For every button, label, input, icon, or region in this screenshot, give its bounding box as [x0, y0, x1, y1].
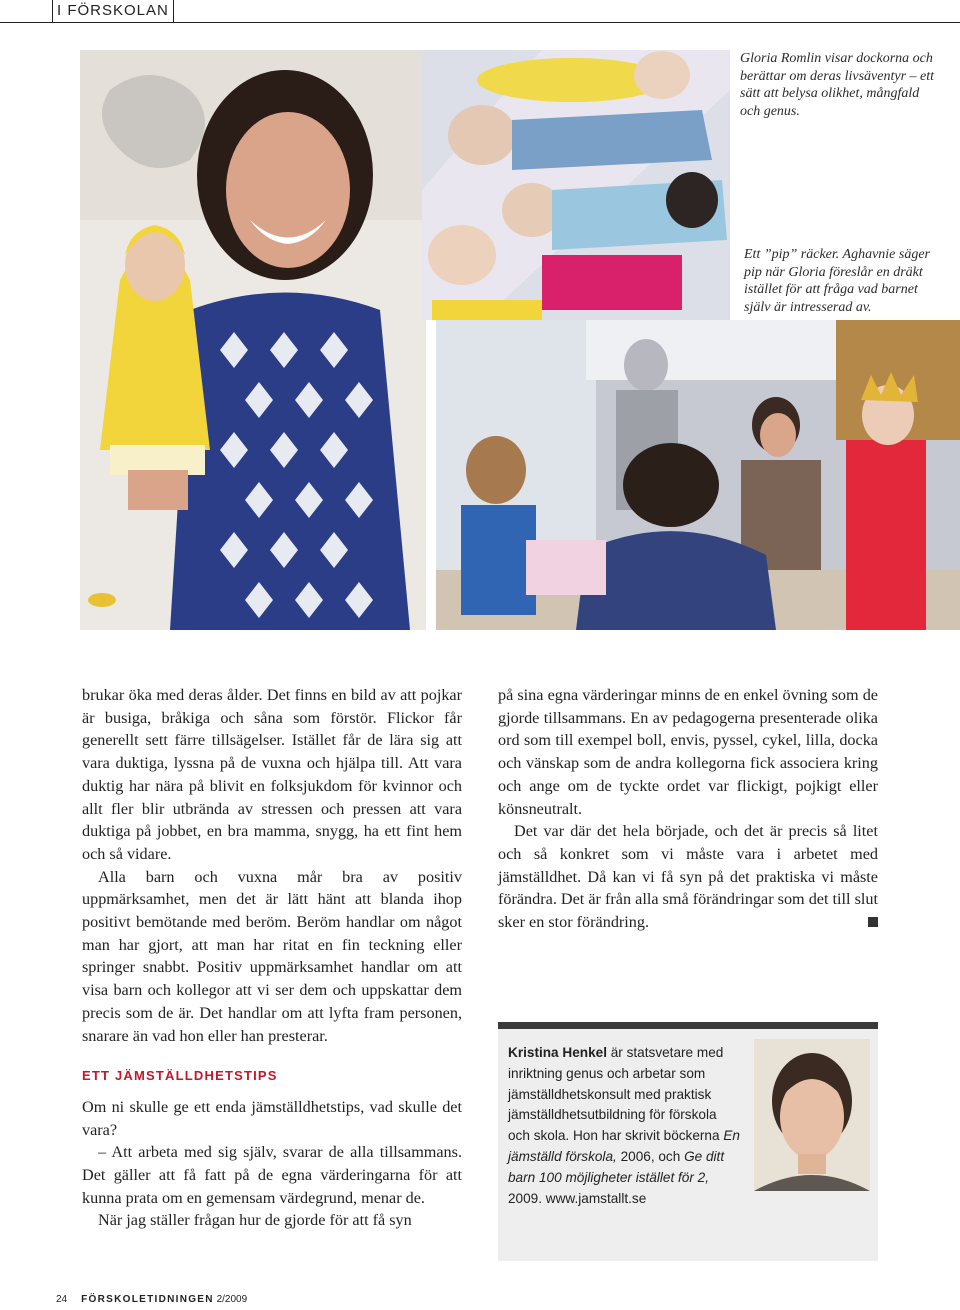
caption-middle: Ett ”pip” räcker. Aghavnie säger pip när Gloria föreslår en dräkt istället för att fråga vad barnet själv är intresserad av.: [744, 247, 931, 315]
paragraph: Alla barn och vuxna mår bra av positiv uppmärksamhet, men det är lätt hänt att blanda ihop positivt bemötande med beröm. Beröm handlar om något man har gjort, att man har ritat en fin teckning eller springer snabbt. Positiv uppmärksamhet handlar om att visa barn och kollegor att vi ser dem och uppskattar dem precis som de är. Det handlar om att lyfta fram personen, snarare än vad hon eller han presterar.: [82, 867, 462, 1045]
photo-dolls: [422, 50, 730, 320]
author-bio: [508, 1043, 740, 1209]
section-tag: I FÖRSKOLAN: [52, 0, 174, 22]
paragraph: [498, 820, 878, 934]
page-number: 24: [56, 1294, 68, 1305]
page-footer: [56, 1294, 247, 1305]
subheading: ETT JÄMSTÄLLDHETSTIPS: [82, 1068, 278, 1084]
column-right: [498, 684, 878, 934]
photo-woman-with-doll: [80, 50, 426, 630]
author-fact-box: [498, 1022, 878, 1261]
bio-text: 2006, och: [616, 1148, 685, 1164]
end-mark-icon: [868, 917, 878, 927]
paragraph: på sina egna värderingar minns de en enkel övning som de gjorde tillsammans. En av pedagogerna presenterade olika ord som till exempel boll, envis, pyssel, cykel, lilla, docka och vänskap som de andra kollegorna fick associera kring och ange om de tyckte ordet var flickigt, pojkigt eller könsneutralt.: [498, 686, 878, 818]
paragraph: När jag ställer frågan hur de gjorde för att få syn: [98, 1211, 412, 1230]
paragraph: – Att arbeta med sig själv, svarar de alla tillsammans. Det gäller att få fatt på de egna värderingarna för att kunna prata om en gemensam värdegrund, menar de.: [82, 1143, 462, 1207]
book-title: Ge ditt barn 100 möjligheter istället för 2,: [508, 1148, 725, 1185]
column-left: [82, 684, 462, 1232]
photo-classroom: [436, 320, 960, 630]
magazine-name: FÖRSKOLETIDNINGEN: [81, 1294, 214, 1305]
author-portrait: [754, 1039, 870, 1191]
issue-number: 2/2009: [216, 1294, 248, 1305]
paragraph-text: Det var där det hela började, och det är precis så litet och så konkret som vi måste vara i arbetet med jämställdhet. Då kan vi få syn på det praktiska vi måste förändra. Det är från alla små förändringar som det till slut sker en stor förändring.: [498, 822, 878, 932]
question-paragraph: Om ni skulle ge ett enda jämställdhetstips, vad skulle det vara?: [82, 1097, 462, 1139]
bio-text: är statsvetare med inriktning genus och arbetar som jämställdhetskonsult med praktisk jämställdhetsutbildning för förskola och skola. Hon har skrivit böckerna: [508, 1045, 724, 1144]
caption-top: Gloria Romlin visar dockorna och berättar om deras livsäventyr – ett sätt att belysa olikhet, mångfald och genus.: [740, 51, 935, 119]
book-title: En jämställd förskola,: [508, 1128, 740, 1164]
bio-text: 2009. www.jamstallt.se: [508, 1190, 647, 1206]
paragraph: brukar öka med deras ålder. Det finns en bild av att pojkar är busiga, bråkiga och såna som förstör. Flickor får generellt sett färre tillsägelser. Istället får de lära sig att vara duktiga, lyssna på de vuxna och hjälpa till. Att vara duktig har nära på blivit en folksjukdom för kvinnor och allt fler blir utbrända av stressen och pressen att vara duktiga på jobbet, en bra mamma, snygg, ha ett fint hem och så vidare.: [82, 686, 462, 863]
author-name: Kristina Henkel: [508, 1045, 607, 1060]
header-rule: [0, 22, 960, 23]
